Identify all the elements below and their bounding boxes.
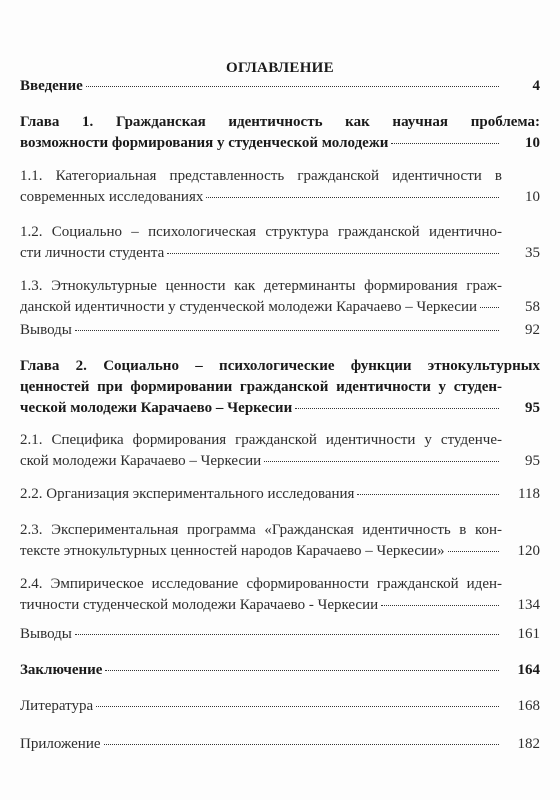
toc-entry-summary: [20, 660, 540, 681]
toc-entry-conclusions-1: [20, 320, 540, 341]
leader-dots: [295, 408, 499, 409]
toc-entry-label: Выводы: [20, 322, 72, 338]
toc-entry-line: Глава 1. Гражданская идентичность как научная проблема:: [20, 114, 540, 130]
toc-page-number: 95: [525, 453, 540, 469]
toc-entry-label: возможности формирования у студенческой молодежи: [20, 135, 389, 151]
toc-entry-label: Литература: [20, 698, 94, 714]
toc-entry-line: Глава 2. Социально – психологические функции этнокультурных: [20, 358, 540, 374]
toc-entry-line: 2.1. Специфика формирования гражданской идентичности у студенче-: [20, 432, 502, 448]
toc-page-number: 92: [525, 322, 540, 338]
leader-dots: [75, 634, 499, 635]
toc-entry-1-2: [20, 222, 540, 264]
toc-entry-chapter-2: [20, 356, 540, 419]
toc-page-number: 168: [517, 698, 540, 714]
toc-page-number: 4: [532, 78, 540, 94]
toc-page-number: 35: [525, 245, 540, 261]
toc-entry-label: современных исследованиях: [20, 189, 204, 205]
toc-entry-line: 2.4. Эмпирическое исследование сформированности гражданской иден-: [20, 576, 502, 592]
toc-entry-2-4: [20, 574, 540, 616]
toc-entry-intro: [20, 76, 540, 97]
toc-entry-label: ской молодежи Карачаево – Черкесии: [20, 453, 262, 469]
toc-page-number: 134: [517, 597, 540, 613]
toc-entry-line: 1.2. Социально – психологическая структура гражданской идентично-: [20, 224, 502, 240]
toc-entry-label: Заключение: [20, 662, 103, 678]
toc-entry-label: Введение: [20, 78, 83, 94]
toc-entry-appendix: [20, 734, 540, 755]
toc-heading: ОГЛАВЛЕНИЕ: [226, 60, 334, 76]
leader-dots: [357, 494, 499, 495]
leader-dots: [381, 605, 499, 606]
toc-page-number: 10: [525, 135, 540, 151]
toc-entry-line: 2.3. Экспериментальная программа «Гражданская идентичность в кон-: [20, 522, 502, 538]
toc-entry-label: тексте этнокультурных ценностей народов Карачаево – Черкесии»: [20, 543, 445, 559]
toc-page-number: 161: [517, 626, 540, 642]
toc-page-number: 120: [517, 543, 540, 559]
toc-entry-label: ческой молодежи Карачаево – Черкесии: [20, 400, 293, 416]
toc-entry-conclusions-2: [20, 624, 540, 645]
toc-page-number: 95: [525, 400, 540, 416]
toc-entry-label: сти личности студента: [20, 245, 165, 261]
toc-entry-label: Приложение: [20, 736, 101, 752]
toc-entry-references: [20, 696, 540, 717]
leader-dots: [104, 744, 499, 745]
toc-entry-2-1: [20, 430, 540, 472]
leader-dots: [206, 197, 499, 198]
toc-entry-line: 1.3. Этнокультурные ценности как детерминанты формирования граж-: [20, 278, 502, 294]
leader-dots: [480, 307, 499, 308]
leader-dots: [75, 330, 499, 331]
toc-entry-1-3: [20, 276, 540, 318]
toc-page-number: 118: [518, 486, 540, 502]
toc-entry-2-3: [20, 520, 540, 562]
toc-entry-chapter-1: [20, 112, 540, 154]
leader-dots: [105, 670, 499, 671]
leader-dots: [264, 461, 499, 462]
toc-entry-label: тичности студенческой молодежи Карачаево - Черкесии: [20, 597, 379, 613]
toc-page-number: 164: [517, 662, 540, 678]
toc-entry-2-2: [20, 484, 540, 505]
toc-entry-label: 2.2. Организация экспериментального исследования: [20, 486, 355, 502]
toc-entry-label: Выводы: [20, 626, 72, 642]
toc-entry-line: 1.1. Категориальная представленность гражданской идентичности в: [20, 168, 502, 184]
leader-dots: [96, 706, 499, 707]
toc-page-number: 58: [525, 299, 540, 315]
toc-page-number: 182: [517, 736, 540, 752]
leader-dots: [448, 551, 499, 552]
toc-entry-1-1: [20, 166, 540, 208]
toc-page-number: 10: [525, 189, 540, 205]
leader-dots: [391, 143, 499, 144]
toc-entry-line: ценностей при формировании гражданской идентичности у студен-: [20, 379, 502, 395]
leader-dots: [167, 253, 499, 254]
leader-dots: [86, 86, 499, 87]
toc-entry-label: данской идентичности у студенческой молодежи Карачаево – Черкесии: [20, 299, 478, 315]
